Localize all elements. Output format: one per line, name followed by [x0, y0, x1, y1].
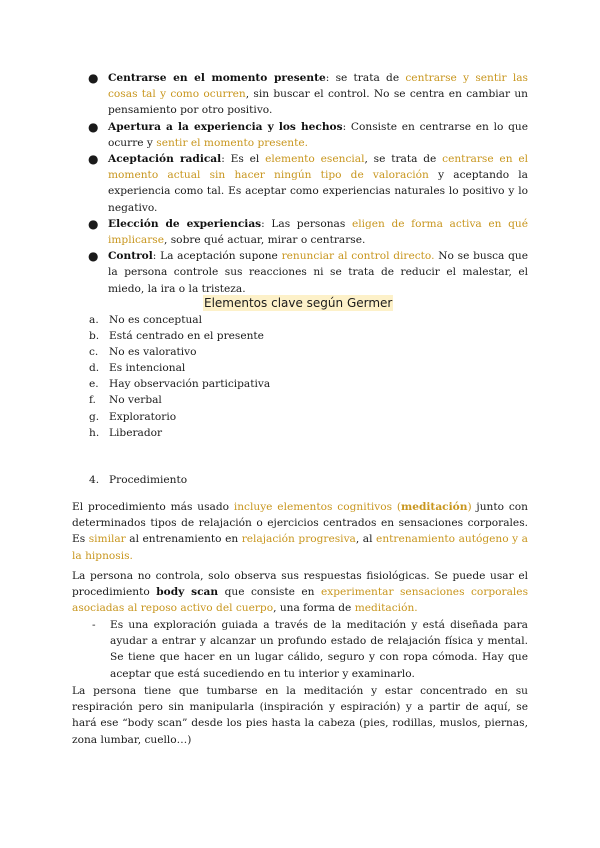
bullet-marker: ●: [88, 249, 99, 264]
list-item: h. Liberador: [89, 426, 163, 439]
section-heading: 4. Procedimiento: [89, 474, 188, 486]
paragraph-body-scan: La persona no controla, solo observa sus respuestas fisiológicas. Se puede usar el procedimiento body scan que consiste en experimentar sensaciones corporales asociadas al reposo activo del cuerpo, una forma de meditación.: [72, 570, 529, 615]
paragraph-instructions: La persona tiene que tumbarse en la meditación y estar concentrado en su respiración pero sin manipularla (inspiración y espiración) y a partir de aquí, se hará ese “body scan” desde los pies hasta la cabeza (pies, rodillas, muslos, piernas, zona lumbar, cuello…): [72, 685, 528, 746]
paragraph-procedure: El procedimiento más usado incluye elementos cognitivos (meditación) junto con determinados tipos de relajación o ejercicios centrados en sensaciones corporales. Es similar al entrenamiento en relajación progresiva, al entrenamiento autógeno y a la hipnosis.: [72, 501, 528, 562]
bullet-item: ● Control: La aceptación supone renunciar al control directo. No se busca que la persona controle sus reacciones ni se trata de reducir el malestar, el miedo, la ira o la tristeza.: [88, 249, 528, 295]
germer-heading: Elementos clave según Germer: [204, 296, 393, 310]
list-item: g. Exploratorio: [89, 410, 177, 423]
list-item: a. No es conceptual: [89, 314, 202, 326]
list-item: e. Hay observación participativa: [89, 378, 271, 391]
list-item: c. No es valorativo: [89, 346, 197, 359]
bullet-item: ● Apertura a la experiencia y los hechos: Consiste en centrarse en lo que ocurre y sentir el momento presente.: [88, 119, 529, 149]
bullet-item: ● Aceptación radical: Es el elemento esencial, se trata de centrarse en el momento actual sin hacer ningún tipo de valoración y aceptando la experiencia como tal. Es aceptar como experiencias naturales lo positivo y lo negativo.: [88, 152, 529, 214]
dash-list-item: - Es una exploración guiada a través de la meditación y está diseñada para ayudar a entrar y alcanzar un profundo estado de relajación física y mental. Se tiene que hacer en un lugar cálido, seguro y con ropa cómoda. Hay que aceptar que está sucediendo en tu interior y examinarlo.: [92, 619, 528, 680]
bullet-marker: ●: [88, 119, 99, 134]
bullet-item: ● Elección de experiencias: Las personas eligen de forma activa en qué implicarse, sobre qué actuar, mirar o centrarse.: [88, 216, 528, 247]
bullet-marker: ●: [88, 71, 99, 85]
bullet-item: ● Centrarse en el momento presente: se trata de centrarse y sentir las cosas tal y como ocurren, sin buscar el control. No se centra en cambiar un pensamiento por otro positivo.: [88, 71, 528, 117]
list-item: f. No verbal: [89, 394, 162, 407]
bullet-marker: ●: [88, 152, 99, 167]
germer-list: [89, 312, 270, 441]
principles-list: [88, 70, 528, 297]
list-item: b. Está centrado en el presente: [89, 330, 264, 343]
list-item: d. Es intencional: [89, 362, 186, 375]
bullet-marker: ●: [88, 216, 99, 231]
